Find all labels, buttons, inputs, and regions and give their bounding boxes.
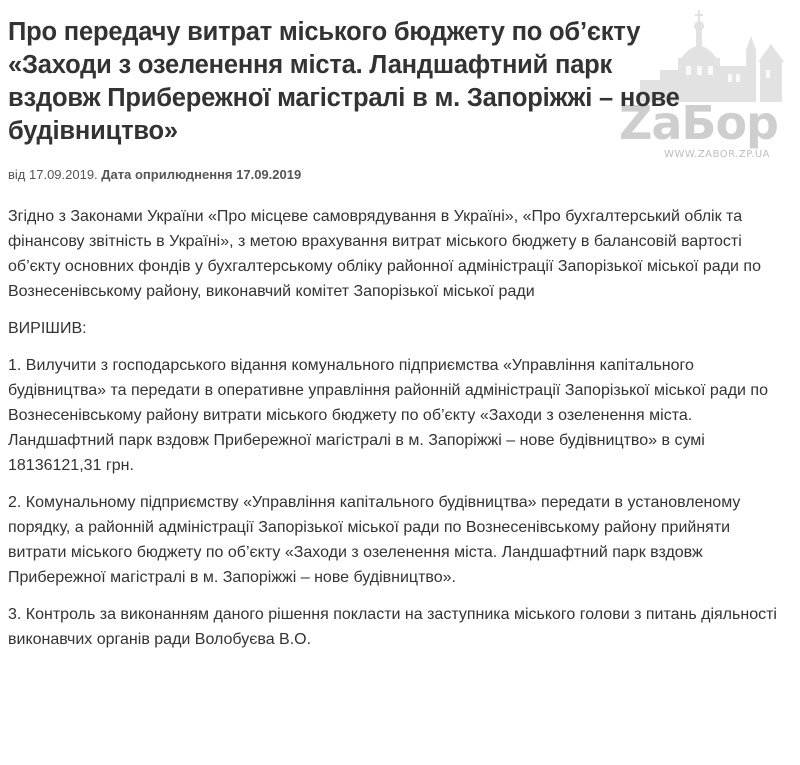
article: [8, 0, 788, 664]
article-meta: [8, 166, 788, 184]
logo-url: WWW.ZABOR.ZP.UA: [664, 149, 770, 160]
article-title: Про передачу витрат міського бюджету по об’єкту «Заходи з озеленення міста. Ландшафтний парк вздовж Прибережної магістралі в м. Запоріжжі – нове будівництво»: [8, 18, 680, 145]
logo-wordmark: ZaБор: [619, 96, 778, 150]
paragraph-decided: ВИРІШИВ:: [8, 320, 87, 337]
publication-date: Дата оприлюднення 17.09.2019: [101, 167, 302, 182]
paragraph-preamble: Згідно з Законами України «Про місцеве самоврядування в Україні», «Про бухгалтерський облік та фінансову звітність в Україні», з метою врахування витрат міського бюджету в балансовій вартості об’єкту основних фондів у бухгалтерському обліку районної адміністрації Запорізької міської ради по Вознесенівському району, виконавчий комітет Запорізької міської ради: [8, 208, 761, 300]
paragraph-item-2: 2. Комунальному підприємству «Управління капітального будівництва» передати в установленому порядку, а районній адміністрації Запорізької міської ради по Вознесенівському району прийняти витрати міського бюджету по об’єкту «Заходи з озеленення міста. Ландшафтний парк вздовж Прибережної магістралі в м. Запоріжжі – нове будівництво».: [8, 494, 741, 586]
article-date: від 17.09.2019.: [8, 167, 102, 182]
paragraph-item-3: 3. Контроль за виконанням даного рішення покласти на заступника міського голови з питань діяльності виконавчих органів ради Волобуєва В.О.: [8, 606, 777, 648]
paragraph-item-1: 1. Вилучити з господарського відання комунального підприємства «Управління капітального будівництва» та передати в оперативне управління районній адміністрації Запорізької міської ради по Вознесенівському району витрати міського бюджету по об’єкту «Заходи з озеленення міста. Ландшафтний парк вздовж Прибережної магістралі в м. Запоріжжі – нове будівництво» в сумі 18136121,31 грн.: [8, 357, 768, 474]
article-body: [8, 204, 783, 652]
